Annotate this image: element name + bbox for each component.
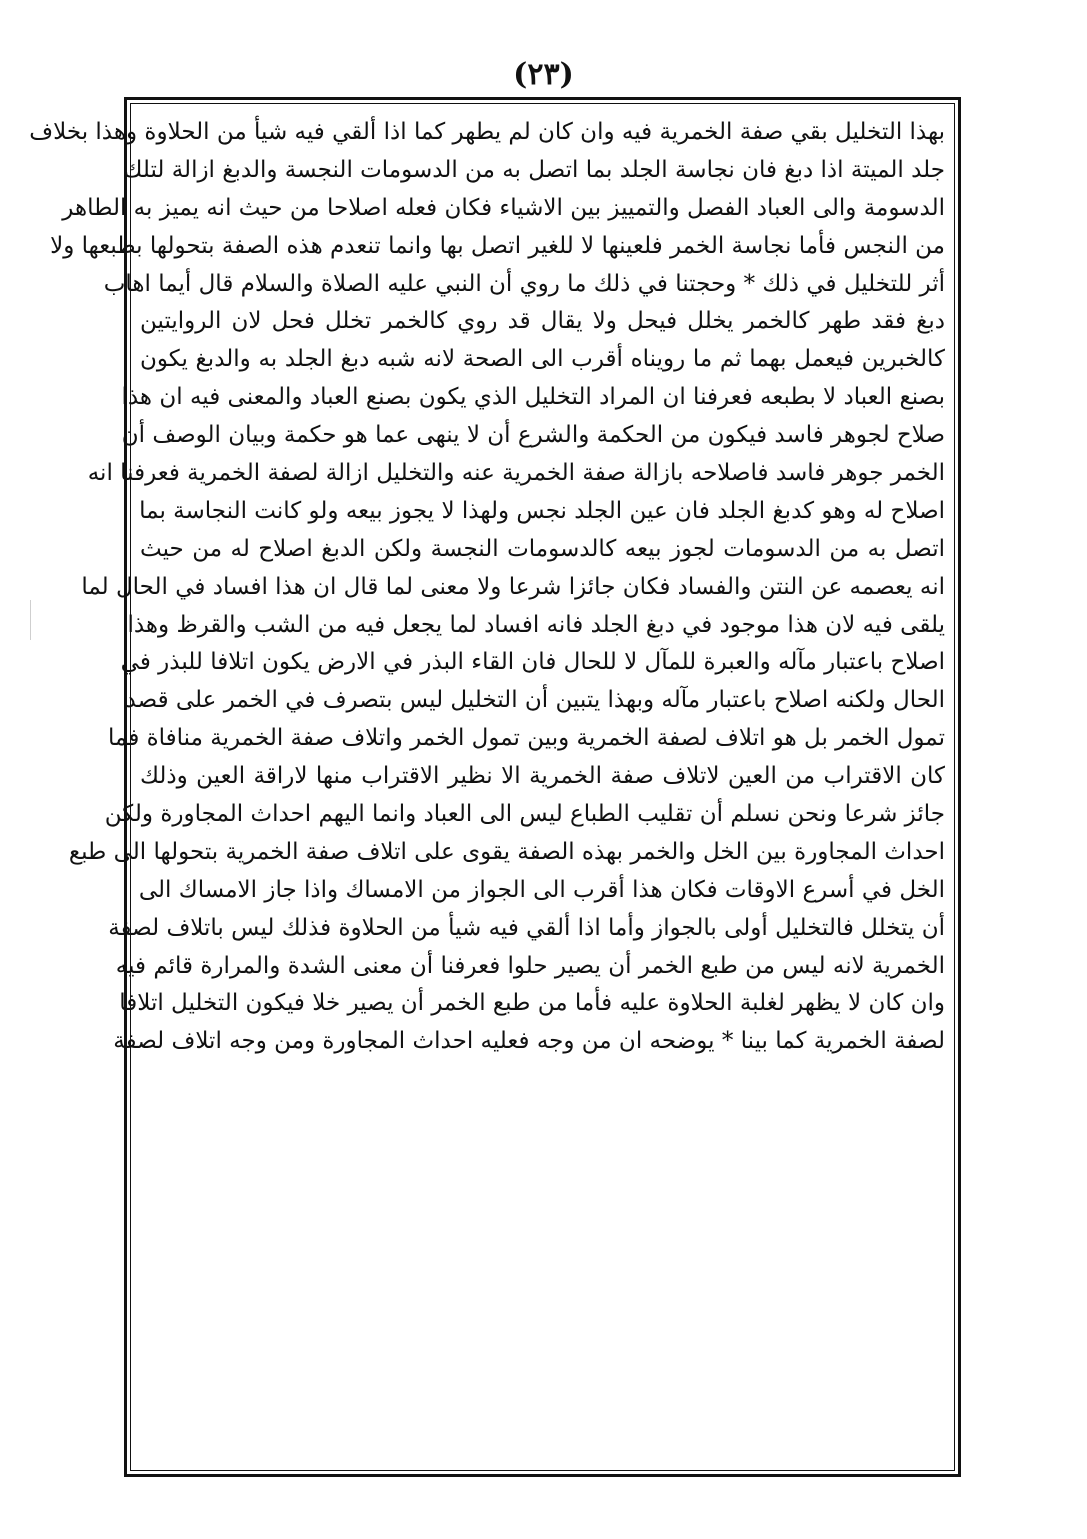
text-line: الخمرية لانه ليس من طبع الخمر أن يصير حلوا فعرفنا أن معنى الشدة والمرارة قائم فيه bbox=[115, 952, 945, 979]
text-line: كان الاقتراب من العين لاتلاف صفة الخمرية الا نظير الاقتراب منها لاراقة العين وذلك bbox=[140, 763, 945, 790]
text-line: احداث المجاورة بين الخل والخمر بهذه الصفة يقوى على اتلاف صفة الخمرية بتحولها الى طبع bbox=[68, 838, 945, 865]
text-line: أن يتخلل فالتخليل أولى بالجواز وأما اذا ألقي فيه شيأ من الحلاوة فذلك ليس باتلاف لصفة bbox=[108, 914, 945, 941]
text-line: صلاح لجوهر فاسد فيكون من الحكمة والشرع أن لا ينهى عما هو حكمة وبيان الوصف أن bbox=[121, 422, 945, 449]
text-line: جائز شرعا ونحن نسلم أن تقليب الطباع ليس الى العباد وانما اليهم احداث المجاورة ولكن bbox=[104, 801, 945, 828]
body-text bbox=[29, 114, 945, 1464]
text-line: أثر للتخليل في ذلك * وحجتنا في ذلك ما روي أن النبي عليه الصلاة والسلام قال أيما اهاب bbox=[103, 270, 945, 297]
page-number: (٢٣) bbox=[513, 57, 574, 92]
text-line: الدسومة والى العباد الفصل والتمييز بين الاشياء فكان فعله اصلاحا من حيث انه يميز به الطاهر bbox=[62, 194, 945, 221]
text-line: بصنع العباد لا بطبعه فعرفنا ان المراد التخليل الذي يكون بصنع العباد والمعنى فيه ان هذا bbox=[121, 384, 945, 411]
margin-mark bbox=[30, 600, 31, 640]
text-line: بهذا التخليل بقي صفة الخمرية فيه وان كان لم يطهر كما اذا ألقي فيه شيأ من الحلاوة وهذا بخلاف bbox=[29, 119, 945, 145]
text-line: الخل في أسرع الاوقات فكان هذا أقرب الى الجواز من الامساك واذا جاز الامساك الى bbox=[138, 876, 945, 903]
text-line: من النجس فأما نجاسة الخمر فلعينها لا للغير اتصل بها وانما تنعدم هذه الصفة بتحولها بطبعها ولا bbox=[50, 232, 945, 259]
text-line: انه يعصمه عن النتن والفساد فكان جائزا شرعا ولا معنى لما قال ان هذا افساد في الحال لما bbox=[81, 573, 945, 600]
text-line: الخمر جوهر فاسد فاصلاحه بازالة صفة الخمرية عنه والتخليل ازالة لصفة الخمرية فعرفنا انه bbox=[87, 460, 945, 487]
text-line: جلد الميتة اذا دبغ فان نجاسة الجلد بما اتصل به من الدسومات النجسة والدبغ ازالة لتلك bbox=[123, 156, 945, 183]
text-line: اصلاح باعتبار مآله والعبرة للمآل لا للحال فان القاء البذر في الارض يكون اتلافا للبذر في bbox=[120, 649, 945, 676]
text-line: اتصل به من الدسومات لجوز بيعه كالدسومات النجسة ولكن الدبغ اصلاح له من حيث bbox=[140, 535, 945, 562]
text-line: تمول الخمر بل هو اتلاف لصفة الخمرية وبين تمول الخمر واتلاف صفة الخمرية منافاة فما bbox=[108, 725, 945, 752]
text-line: وان كان لا يظهر لغلبة الحلاوة عليه فأما من طبع الخمر أن يصير خلا فيكون التخليل اتلافا bbox=[119, 990, 945, 1017]
text-line: كالخبرين فيعمل بهما ثم ما رويناه أقرب الى الصحة لانه شبه دبغ الجلد به والدبغ يكون bbox=[140, 346, 945, 373]
text-line: يلقى فيه لان هذا موجود في دبغ الجلد فانه افساد لما يجعل فيه من الشب والقرظ وهذا bbox=[127, 611, 945, 638]
text-line: الحال ولكنه اصلاح باعتبار مآله وبهذا يتبين أن التخليل ليس بتصرف في الخمر على قصد bbox=[125, 687, 945, 714]
text-line: دبغ فقد طهر كالخمر يخلل فيحل ولا يقال قد روي كالخمر تخلل فحل لان الروايتين bbox=[140, 308, 945, 335]
text-line: لصفة الخمرية كما بينا * يوضحه ان من وجه فعليه احداث المجاورة ومن وجه اتلاف لصفة bbox=[113, 1028, 945, 1055]
text-line: اصلاح له وهو كدبغ الجلد فان عين الجلد نجس ولهذا لا يجوز بيعه ولو كانت النجاسة بما bbox=[139, 497, 945, 524]
